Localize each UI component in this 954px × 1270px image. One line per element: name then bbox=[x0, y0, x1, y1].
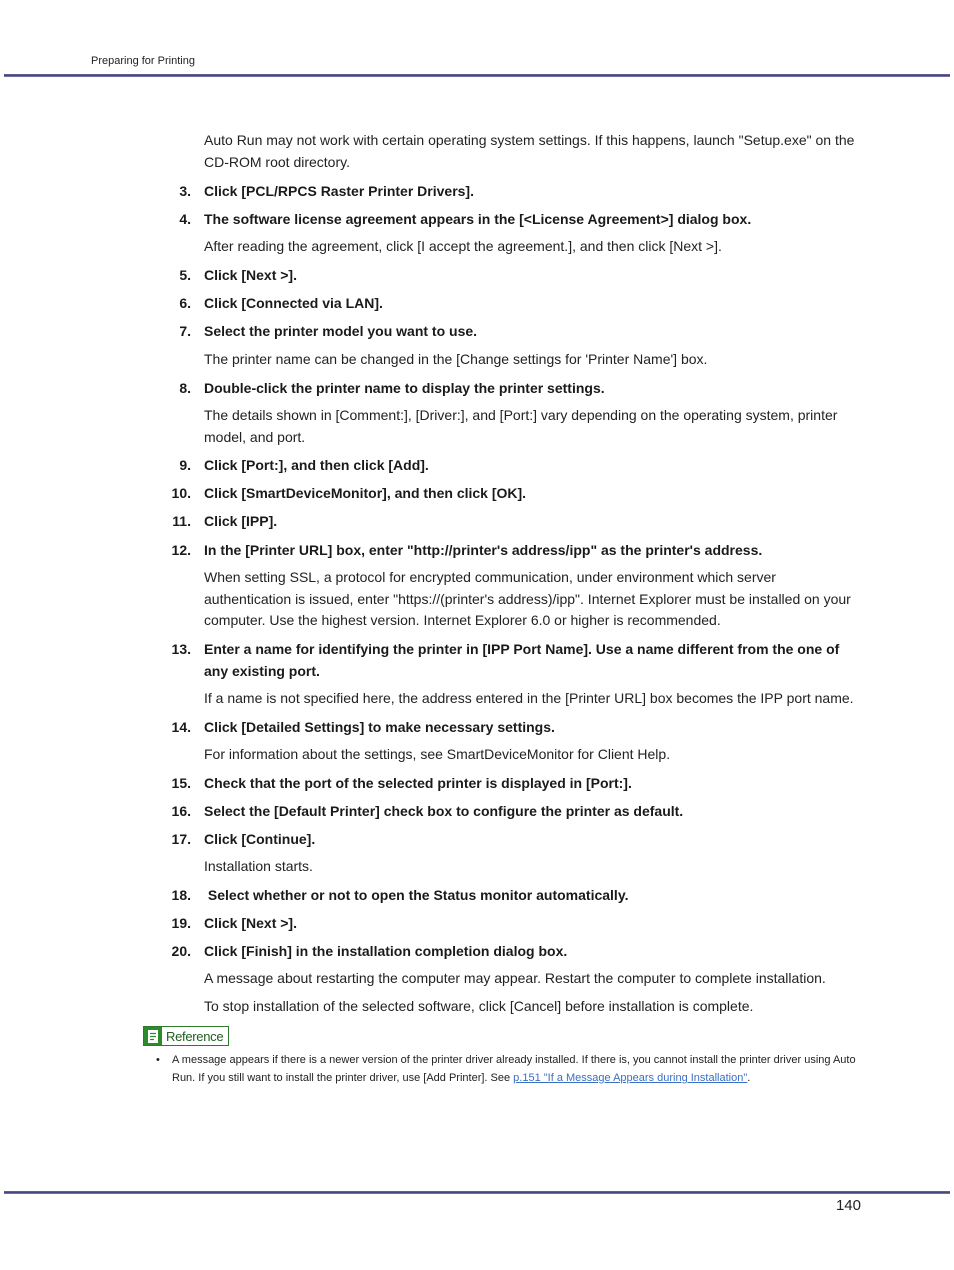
step-number: 10. bbox=[171, 485, 191, 501]
step-text: Select the [Default Printer] check box to configure the printer as default. bbox=[204, 803, 684, 819]
reference-label: Reference bbox=[166, 1028, 224, 1044]
footer-rule bbox=[4, 1191, 950, 1194]
step-number: 4. bbox=[179, 211, 191, 227]
reference-document-icon bbox=[144, 1027, 162, 1045]
reference-note-text: A message appears if there is a newer version of the printer driver already installed. If there is, you cannot install the printer driver using Auto Run. If you still want to install the printer driver, use [Add Printer]. See bbox=[172, 1054, 856, 1084]
step-number: 7. bbox=[179, 323, 191, 339]
bullet-marker: • bbox=[156, 1054, 160, 1066]
header-rule bbox=[4, 74, 950, 77]
step-number: 14. bbox=[171, 719, 191, 735]
step-number: 8. bbox=[179, 380, 191, 396]
step-number: 9. bbox=[179, 457, 191, 473]
step-7-note: The printer name can be changed in the [Change settings for 'Printer Name'] box. bbox=[204, 351, 708, 367]
step-text: Click [Next >]. bbox=[204, 915, 297, 931]
step-text: Click [SmartDeviceMonitor], and then click [OK]. bbox=[204, 485, 527, 501]
step-text: Click [Continue]. bbox=[204, 831, 316, 847]
step-number: 5. bbox=[179, 267, 191, 283]
step-number: 17. bbox=[171, 831, 191, 847]
step-text: In the [Printer URL] box, enter "http://printer's address/ipp" as the printer's address. bbox=[204, 542, 763, 558]
step-text: Click [Port:], and then click [Add]. bbox=[204, 457, 429, 473]
step-text: The software license agreement appears in the [<License Agreement>] dialog box. bbox=[204, 211, 752, 227]
page-number: 140 bbox=[835, 1197, 861, 1214]
step-14-note: For information about the settings, see SmartDeviceMonitor for Client Help. bbox=[204, 746, 671, 762]
step-17-note: Installation starts. bbox=[204, 858, 313, 874]
step-text: Click [PCL/RPCS Raster Printer Drivers]. bbox=[204, 183, 474, 199]
step-text: Click [Next >]. bbox=[204, 267, 297, 283]
step-text: Select whether or not to open the Status monitor automatically. bbox=[204, 887, 629, 903]
step-number: 11. bbox=[172, 513, 191, 529]
intro-paragraph: Auto Run may not work with certain operating system settings. If this happens, launch "Setup.exe" on the CD-ROM root directory. bbox=[204, 132, 855, 170]
step-number: 15. bbox=[171, 775, 191, 791]
step-number: 19. bbox=[171, 915, 191, 931]
step-number: 16. bbox=[171, 803, 191, 819]
step-text: Click [IPP]. bbox=[204, 513, 278, 529]
step-text: Enter a name for identifying the printer in [IPP Port Name]. Use a name different from the one of any existing port. bbox=[204, 641, 840, 679]
step-8-note: The details shown in [Comment:], [Driver:], and [Port:] vary depending on the operating system, printer model, and port. bbox=[204, 407, 838, 445]
reference-note-body bbox=[172, 1051, 866, 1087]
reference-badge bbox=[143, 1026, 229, 1046]
step-number: 20. bbox=[171, 943, 191, 959]
step-number: 3. bbox=[179, 183, 191, 199]
step-20-note: A message about restarting the computer may appear. Restart the computer to complete installation. bbox=[204, 970, 826, 986]
page-header-title: Preparing for Printing bbox=[91, 55, 195, 67]
step-text: Click [Connected via LAN]. bbox=[204, 295, 383, 311]
step-number: 13. bbox=[171, 641, 191, 657]
step-4-note: After reading the agreement, click [I accept the agreement.], and then click [Next >]. bbox=[204, 238, 722, 254]
step-20-note-2: To stop installation of the selected software, click [Cancel] before installation is complete. bbox=[204, 998, 754, 1014]
reference-note-text-after: . bbox=[747, 1072, 751, 1084]
step-number: 18. bbox=[171, 887, 191, 903]
step-text: Check that the port of the selected printer is displayed in [Port:]. bbox=[204, 775, 632, 791]
reference-link[interactable]: p.151 "If a Message Appears during Installation" bbox=[513, 1072, 748, 1084]
step-number: 6. bbox=[179, 295, 191, 311]
step-text: Click [Finish] in the installation completion dialog box. bbox=[204, 943, 568, 959]
step-13-note: If a name is not specified here, the address entered in the [Printer URL] box becomes the IPP port name. bbox=[204, 690, 854, 706]
step-text: Click [Detailed Settings] to make necessary settings. bbox=[204, 719, 555, 735]
step-number: 12. bbox=[171, 542, 191, 558]
step-text: Double-click the printer name to display the printer settings. bbox=[204, 380, 605, 396]
step-text: Select the printer model you want to use. bbox=[204, 323, 478, 339]
step-12-note: When setting SSL, a protocol for encrypted communication, under environment which server authentication is issued, enter "https://(printer's address)/ipp". Internet Explorer must be installed on your computer. Use the highest version. Internet Explorer 6.0 or higher is recommended. bbox=[204, 569, 851, 628]
